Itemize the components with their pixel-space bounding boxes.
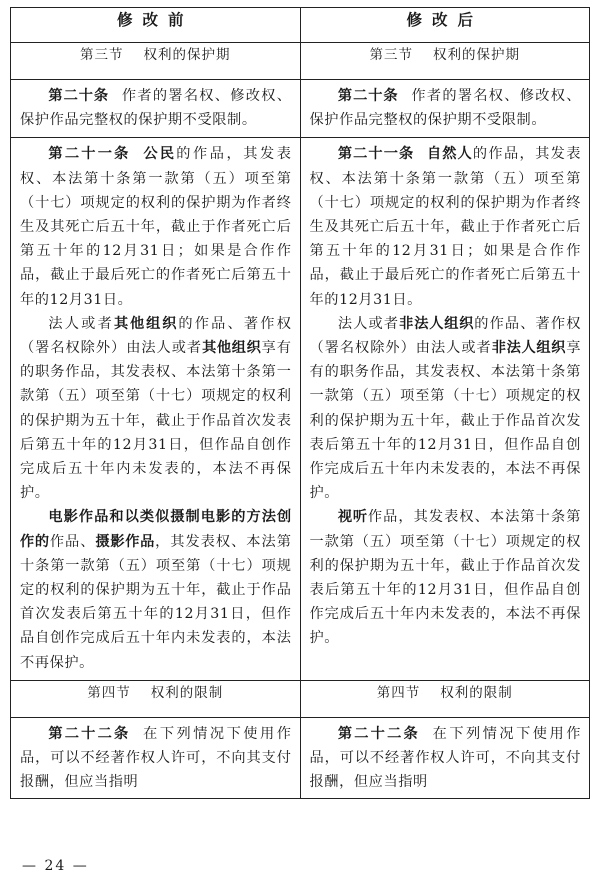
article-20-before-number: 第二十条 bbox=[48, 88, 110, 104]
article-21-before-p2-changed-2: 其他组织 bbox=[202, 340, 262, 357]
section3-right-title: 权利的保护期 bbox=[433, 47, 520, 63]
section4-left bbox=[11, 680, 301, 717]
article-22-before-text: 在下列情况下使用作品，可以不经著作权人许可，不向其支付报酬，但应当指明 bbox=[20, 725, 292, 791]
article-21-row bbox=[11, 138, 590, 680]
article-21-before-p3-c: ，其发表权、本法第十条第一款第（五）项至第（十七）项规定的权利的保护期为五十年，截止于作品首次发表后第五十年的12月31日，但作品自创作完成后五十年内未发表的，本法不再保护。 bbox=[20, 533, 292, 671]
section3-right-number: 第三节 bbox=[369, 47, 413, 63]
section-row-3 bbox=[11, 43, 590, 80]
article-21-before bbox=[11, 138, 301, 680]
section-row-4 bbox=[11, 680, 590, 717]
article-21-before-p2-d: 享有的职务作品，其发表权、本法第十条第一款第（五）项至第（十七）项规定的权利的保护期为五十年，截止于作品首次发表后第五十年的12月31日，但作品自创作完成后五十年内未发表的，本法不再保护。 bbox=[20, 340, 292, 502]
article-20-before bbox=[11, 80, 301, 138]
article-21-before-p2-a: 法人或者 bbox=[48, 315, 114, 332]
article-21-after-p2-a: 法人或者 bbox=[337, 315, 400, 332]
article-20-row bbox=[11, 80, 590, 138]
section4-left-title: 权利的限制 bbox=[150, 684, 224, 701]
section4-right bbox=[300, 680, 590, 717]
article-21-after-p1-changed: 自然人 bbox=[427, 146, 473, 163]
article-22-after-text: 在下列情况下使用作品，可以不经著作权人许可，不向其支付报酬，但应当指明 bbox=[309, 725, 581, 791]
article-21-after-p2-d: 享有的职务作品，其发表权、本法第十条第一款第（五）项至第（十七）项规定的权利的保护期为五十年，截止于作品首次发表后第五十年的12月31日，但作品自创作完成后五十年内未发表的，本法不再保护。 bbox=[309, 340, 581, 502]
article-21-before-p3-changed-2: 摄影作品 bbox=[95, 533, 156, 550]
header-after: 修改后 bbox=[300, 8, 590, 43]
article-21-before-p2-changed-1: 其他组织 bbox=[113, 315, 179, 332]
section4-left-number: 第四节 bbox=[87, 684, 131, 701]
article-21-before-p3-changed-1: 电影作品和以类似摄制电影的方法创作的 bbox=[20, 509, 292, 550]
article-22-before-number: 第二十二条 bbox=[48, 725, 131, 742]
section3-left bbox=[11, 43, 301, 80]
article-21-after-p2-c: 的作品、著作权（署名权除外）由法人或者 bbox=[309, 315, 581, 357]
article-22-before bbox=[11, 717, 301, 798]
article-21-before-p1-changed: 公民 bbox=[143, 146, 177, 163]
section4-right-title: 权利的限制 bbox=[440, 684, 513, 701]
comparison-table bbox=[10, 7, 590, 799]
article-21-after-p2-changed-1: 非法人组织 bbox=[399, 315, 475, 332]
article-20-after bbox=[300, 80, 590, 138]
section3-left-title: 权利的保护期 bbox=[143, 47, 231, 63]
article-21-after-p2-changed-2: 非法人组织 bbox=[491, 340, 567, 357]
article-21-after-p3-a: 作品，其发表权、本法第十条第一款第（五）项至第（十七）项规定的权利的保护期为五十年，截止于作品首次发表后第五十年的12月31日，但作品自创作完成后五十年内未发表的，本法不再保护。 bbox=[309, 509, 581, 647]
article-22-after-number: 第二十二条 bbox=[337, 725, 420, 742]
article-21-before-p2-c: 的作品、著作权（署名权除外）由法人或者 bbox=[20, 315, 292, 357]
header-before: 修改前 bbox=[11, 8, 301, 43]
page-number: — 24 — bbox=[22, 858, 89, 874]
article-22-after bbox=[300, 717, 590, 798]
article-21-before-number: 第二十一条 bbox=[48, 146, 131, 163]
section3-right bbox=[300, 43, 590, 80]
article-21-before-p1-text: 的作品，其发表权、本法第十条第一款第（五）项至第（十七）项规定的权利的保护期为作者终生及其死亡后五十年，截止于作者死亡后第五十年的12月31日；如果是合作作品，截止于最后死亡的作者死亡后第五十年的12月31日。 bbox=[20, 146, 292, 308]
article-21-after-p1-text: 的作品，其发表权、本法第十条第一款第（五）项至第（十七）项规定的权利的保护期为作者终生及其死亡后五十年，截止于作者死亡后第五十年的12月31日；如果是合作作品，截止于最后死亡的作者死亡后第五十年的12月31日。 bbox=[309, 146, 581, 308]
article-21-before-p3-a: 作品、 bbox=[49, 533, 96, 550]
comparison-page bbox=[10, 7, 589, 799]
article-21-after-p3-changed: 视听 bbox=[337, 509, 368, 526]
article-21-after-number: 第二十一条 bbox=[337, 146, 415, 163]
section3-left-number: 第三节 bbox=[80, 47, 124, 63]
article-20-after-text: 作者的署名权、修改权、保护作品完整权的保护期不受限制。 bbox=[309, 88, 581, 129]
article-21-after bbox=[300, 138, 590, 680]
table-header-row bbox=[11, 8, 590, 43]
section4-right-number: 第四节 bbox=[376, 684, 421, 701]
article-20-after-number: 第二十条 bbox=[337, 88, 399, 104]
article-22-row bbox=[11, 717, 590, 798]
article-20-before-text: 作者的署名权、修改权、保护作品完整权的保护期不受限制。 bbox=[20, 88, 292, 129]
